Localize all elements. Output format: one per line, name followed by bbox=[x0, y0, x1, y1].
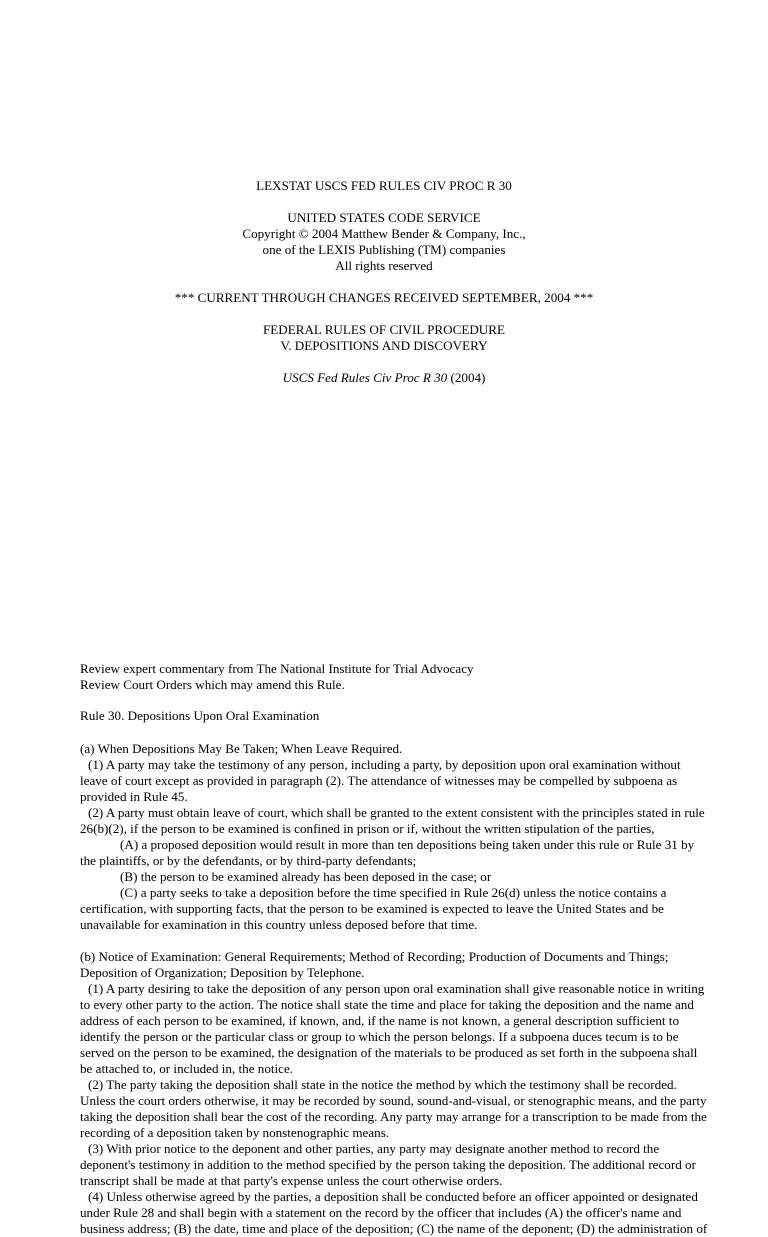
document-header bbox=[0, 178, 768, 386]
company-line: one of the LEXIS Publishing (TM) companies bbox=[262, 242, 506, 257]
rule-title: Rule 30. Depositions Upon Oral Examination bbox=[80, 708, 320, 723]
review-links bbox=[80, 661, 700, 693]
section-a-subparagraph: (A) a proposed deposition would result in more than ten depositions being taken under this rule or Rule 31 by the plaintiffs, or by the defendants, or by third-party defendants; bbox=[80, 837, 695, 868]
rights-line: All rights reserved bbox=[335, 258, 433, 273]
section-b-paragraph: (4) Unless otherwise agreed by the parties, a deposition shall be conducted before an officer appointed or designated under Rule 28 and shall begin with a statement on the record by the officer that includes (A) the officer's name and business address; (B) the date, time and place of the deposition; (C) the name of the deponent; (D) the administration of bbox=[80, 1189, 708, 1236]
lexstat-citation: LEXSTAT USCS FED RULES CIV PROC R 30 bbox=[256, 178, 512, 193]
citation-line bbox=[0, 370, 768, 386]
section-b-paragraph: (2) The party taking the deposition shall state in the notice the method by which the testimony shall be recorded. Unless the court orders otherwise, it may be recorded by sound, sound-and-visual, or stenographic means, and the party taking the deposition shall bear the cost of the recording. Any party may arrange for a transcription to be made from the recording of a deposition taken by nonstenographic means. bbox=[80, 1077, 707, 1140]
section-a-subparagraph: (C) a party seeks to take a deposition before the time specified in Rule 26(d) unless the notice contains a certification, with supporting facts, that the person to be examined is expected to leave the United States and be unavailable for examination in this country unless deposed before that time. bbox=[80, 885, 667, 932]
citation-year: (2004) bbox=[450, 370, 486, 385]
review-commentary-link[interactable]: Review expert commentary from The National Institute for Trial Advocacy bbox=[80, 661, 474, 676]
section-a-paragraph: (1) A party may take the testimony of any person, including a party, by deposition upon oral examination without leave of court except as provided in paragraph (2). The attendance of witnesses may be compelled by subpoena as provided in Rule 45. bbox=[80, 757, 681, 804]
section-a-heading: (a) When Depositions May Be Taken; When Leave Required. bbox=[80, 741, 403, 756]
rule-body bbox=[80, 741, 708, 1237]
review-court-orders-link[interactable]: Review Court Orders which may amend this Rule. bbox=[80, 677, 345, 692]
section-b-heading: (b) Notice of Examination: General Requirements; Method of Recording; Production of Documents and Things; Deposition of Organization; Deposition by Telephone. bbox=[80, 949, 669, 980]
part-title: V. DEPOSITIONS AND DISCOVERY bbox=[280, 338, 488, 353]
section-a-paragraph: (2) A party must obtain leave of court, which shall be granted to the extent consistent with the principles stated in rule 26(b)(2), if the person to be examined is confined in prison or if, without the written stipulation of the parties, bbox=[80, 805, 705, 836]
citation-text: USCS Fed Rules Civ Proc R 30 bbox=[282, 370, 448, 385]
section-a-subparagraph: (B) the person to be examined already has been deposed in the case; or bbox=[120, 869, 492, 884]
copyright-line: Copyright © 2004 Matthew Bender & Company, Inc., bbox=[242, 226, 526, 241]
service-name: UNITED STATES CODE SERVICE bbox=[287, 210, 481, 225]
currency-notice: *** CURRENT THROUGH CHANGES RECEIVED SEPTEMBER, 2004 *** bbox=[174, 290, 594, 305]
rule-heading bbox=[80, 708, 700, 724]
section-b-paragraph: (3) With prior notice to the deponent and other parties, any party may designate another method to record the deponent's testimony in addition to the method specified by the person taking the deposition. The additional record or transcript shall be made at that party's expense unless the court otherwise orders. bbox=[80, 1141, 696, 1188]
rules-title: FEDERAL RULES OF CIVIL PROCEDURE bbox=[262, 322, 505, 337]
section-b-paragraph: (1) A party desiring to take the deposition of any person upon oral examination shall give reasonable notice in writing to every other party to the action. The notice shall state the time and place for taking the deposition and the name and address of each person to be examined, if known, and, if the name is not known, a general description sufficient to identify the person or the particular class or group to which the person belongs. If a subpoena duces tecum is to be served on the person to be examined, the designation of the materials to be produced as set forth in the subpoena shall be attached to, or included in, the notice. bbox=[80, 981, 705, 1076]
